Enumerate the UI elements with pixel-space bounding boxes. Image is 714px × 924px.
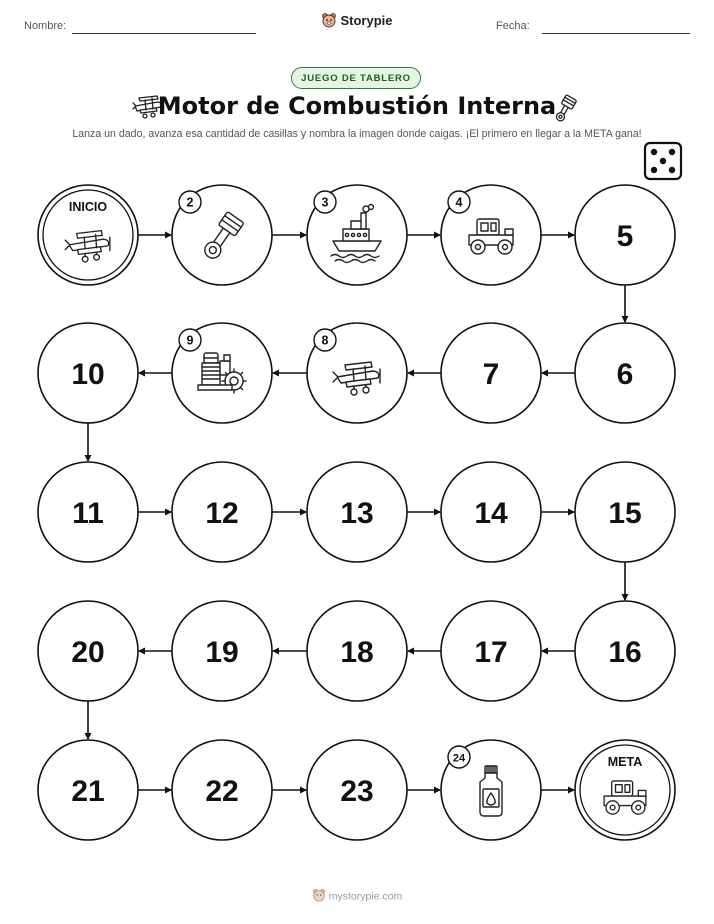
space-number: 21 [71, 775, 105, 808]
date-label: Fecha: [496, 20, 530, 32]
board-space-4[interactable] [441, 185, 541, 285]
board-space-8[interactable] [307, 323, 407, 423]
board-space-18[interactable] [307, 601, 407, 701]
board-space-24[interactable] [441, 740, 541, 840]
space-number: 22 [205, 775, 239, 808]
board-space-7[interactable] [441, 323, 541, 423]
space-number: 7 [482, 358, 500, 391]
footer-url: mystorypie.com [328, 890, 403, 903]
space-number: 18 [340, 636, 374, 669]
space-badge-number: 9 [186, 333, 194, 348]
space-number: 11 [72, 497, 104, 530]
space-number: 13 [340, 497, 374, 530]
space-number-badge [448, 191, 470, 213]
board-space-25[interactable] [575, 740, 675, 840]
instructions: Lanza un dado, avanza esa cantidad de casillas y nombra la imagen donde caigas. ¡El primero en llegar a la META gana! [72, 128, 642, 140]
board-space-16[interactable] [575, 601, 675, 701]
space-badge-number: 3 [321, 195, 329, 210]
space-number: 10 [71, 358, 105, 391]
start-label: INICIO [68, 200, 108, 214]
board-space-9[interactable] [172, 323, 272, 423]
board-space-14[interactable] [441, 462, 541, 562]
space-number-badge [179, 329, 201, 351]
space-number-badge [448, 746, 470, 768]
board-space-3[interactable] [307, 185, 407, 285]
space-number: 20 [71, 636, 105, 669]
space-number: 12 [205, 497, 239, 530]
brand-name: Storypie [340, 12, 393, 28]
space-number: 19 [205, 636, 239, 669]
space-number: 6 [616, 358, 634, 391]
name-label: Nombre: [24, 20, 67, 32]
board-space-5[interactable] [575, 185, 675, 285]
board-space-17[interactable] [441, 601, 541, 701]
finish-label: META [607, 755, 643, 769]
board-space-6[interactable] [575, 323, 675, 423]
board-space-23[interactable] [307, 740, 407, 840]
space-number-badge [179, 191, 201, 213]
board-space-21[interactable] [38, 740, 138, 840]
footer [0, 888, 714, 905]
space-badge-number: 4 [455, 195, 463, 210]
space-number: 17 [474, 636, 508, 669]
page-title: Motor de Combustión Interna [157, 92, 557, 120]
space-number: 5 [616, 220, 634, 253]
board-space-13[interactable] [307, 462, 407, 562]
board-space-15[interactable] [575, 462, 675, 562]
space-badge-number: 24 [452, 752, 466, 765]
board-space-1[interactable] [38, 185, 138, 285]
space-number-badge [314, 191, 336, 213]
board-space-2[interactable] [172, 185, 272, 285]
board-space-10[interactable] [38, 323, 138, 423]
space-number: 23 [340, 775, 374, 808]
space-number: 15 [608, 497, 642, 530]
board-space-20[interactable] [38, 601, 138, 701]
space-number: 16 [608, 636, 642, 669]
board-space-19[interactable] [172, 601, 272, 701]
space-number-badge [314, 329, 336, 351]
board-space-11[interactable] [38, 462, 138, 562]
board-space-22[interactable] [172, 740, 272, 840]
space-number: 14 [474, 497, 508, 530]
space-badge-number: 8 [321, 333, 329, 348]
space-badge-number: 2 [186, 195, 194, 210]
game-type-badge: JUEGO DE TABLERO [291, 67, 421, 89]
board-space-12[interactable] [172, 462, 272, 562]
storypie-footer-logo-icon [312, 888, 326, 905]
